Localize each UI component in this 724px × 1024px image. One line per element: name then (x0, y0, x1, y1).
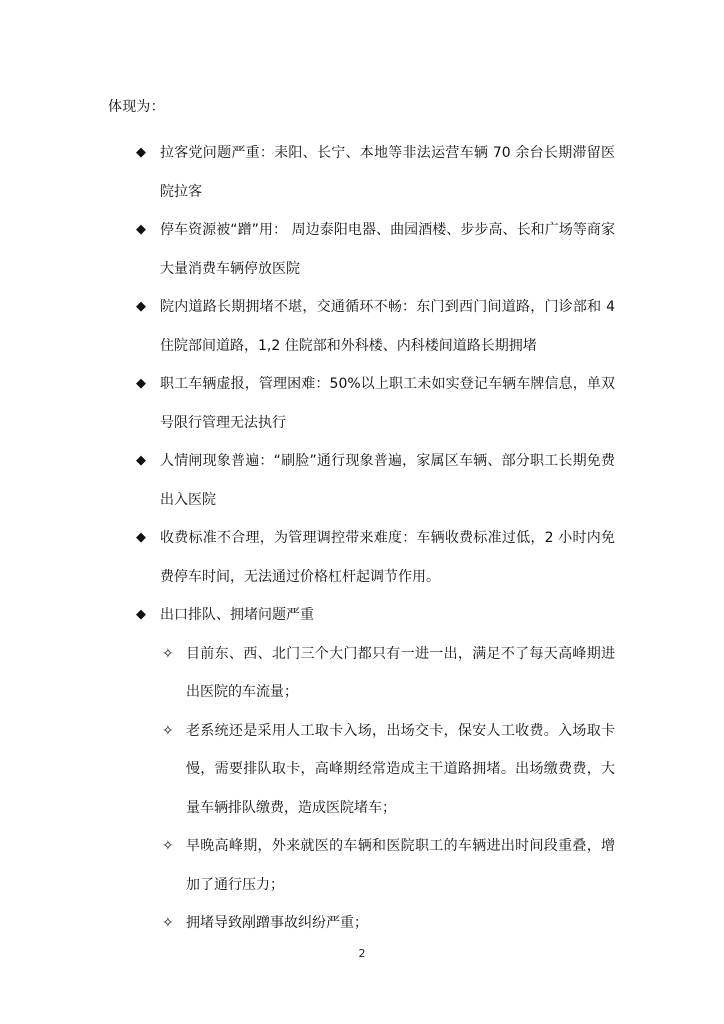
intro-text: 体现为： (108, 99, 165, 115)
sub-bullet-item (162, 904, 615, 943)
diamond-bullet-icon: ◆ (136, 607, 146, 622)
sub-bullet-item (162, 827, 615, 904)
bullet-text: 人情闸现象普遍：“刷脸”通行现象普遍，家属区车辆、部分职工长期免费出入医院 (160, 453, 615, 508)
sub-bullet-text: 拥堵导致剐蹭事故纠纷严重； (186, 915, 368, 931)
diamond-bullet-icon: ◆ (136, 453, 146, 468)
bullet-item (136, 134, 615, 211)
sub-bullet-text: 早晚高峰期，外来就医的车辆和医院职工的车辆进出时间段重叠，增加了通行压力； (186, 838, 615, 893)
sub-bullet-text: 目前东、西、北门三个大门都只有一进一出，满足不了每天高峰期进出医院的车流量； (186, 645, 615, 700)
sub-bullet-item (162, 635, 615, 712)
diamond-bullet-icon: ◆ (136, 530, 146, 545)
diamond-bullet-icon: ◆ (136, 222, 146, 237)
bullet-text: 收费标准不合理，为管理调控带来难度：车辆收费标准过低，2 小时内免费停车时间，无法通过价格杠杆起调节作用。 (160, 530, 615, 585)
bullet-text: 职工车辆虚报，管理困难：50%以上职工未如实登记车辆车牌信息，单双号限行管理无法执行 (160, 376, 615, 431)
bullet-item (136, 211, 615, 288)
bullet-text: 院内道路长期拥堵不堪，交通循环不畅：东门到西门间道路，门诊部和 4 住院部间道路，1,2 住院部和外科楼、内科楼间道路长期拥堵 (160, 299, 615, 354)
diamond-bullet-icon: ◆ (136, 299, 146, 314)
page-number: 2 (358, 947, 366, 960)
sub-bullet-text: 老系统还是采用人工取卡入场，出场交卡，保安人工收费。入场取卡慢，需要排队取卡，高峰期经常造成主干道路拥堵。出场缴费费，大量车辆排队缴费，造成医院堵车； (186, 722, 615, 816)
bullet-item (136, 288, 615, 365)
bullet-list (0, 134, 724, 943)
bullet-item (136, 596, 615, 635)
star-bullet-icon: ✧ (162, 645, 174, 662)
bullet-item (136, 519, 615, 596)
bullet-text: 拉客党问题严重：耒阳、长宁、本地等非法运营车辆 70 余台长期滞留医院拉客 (160, 145, 615, 200)
bullet-item (136, 442, 615, 519)
diamond-bullet-icon: ◆ (136, 145, 146, 160)
sub-bullet-item (162, 712, 615, 828)
diamond-bullet-icon: ◆ (136, 376, 146, 391)
star-bullet-icon: ✧ (162, 915, 174, 931)
bullet-text: 出口排队、拥堵问题严重 (160, 607, 314, 623)
star-bullet-icon: ✧ (162, 838, 174, 854)
bullet-text: 停车资源被“蹭”用： 周边泰阳电器、曲园酒楼、步步高、长和广场等商家大量消费车辆停放医院 (160, 222, 615, 277)
bullet-item (136, 365, 615, 442)
star-bullet-icon: ✧ (162, 722, 174, 739)
